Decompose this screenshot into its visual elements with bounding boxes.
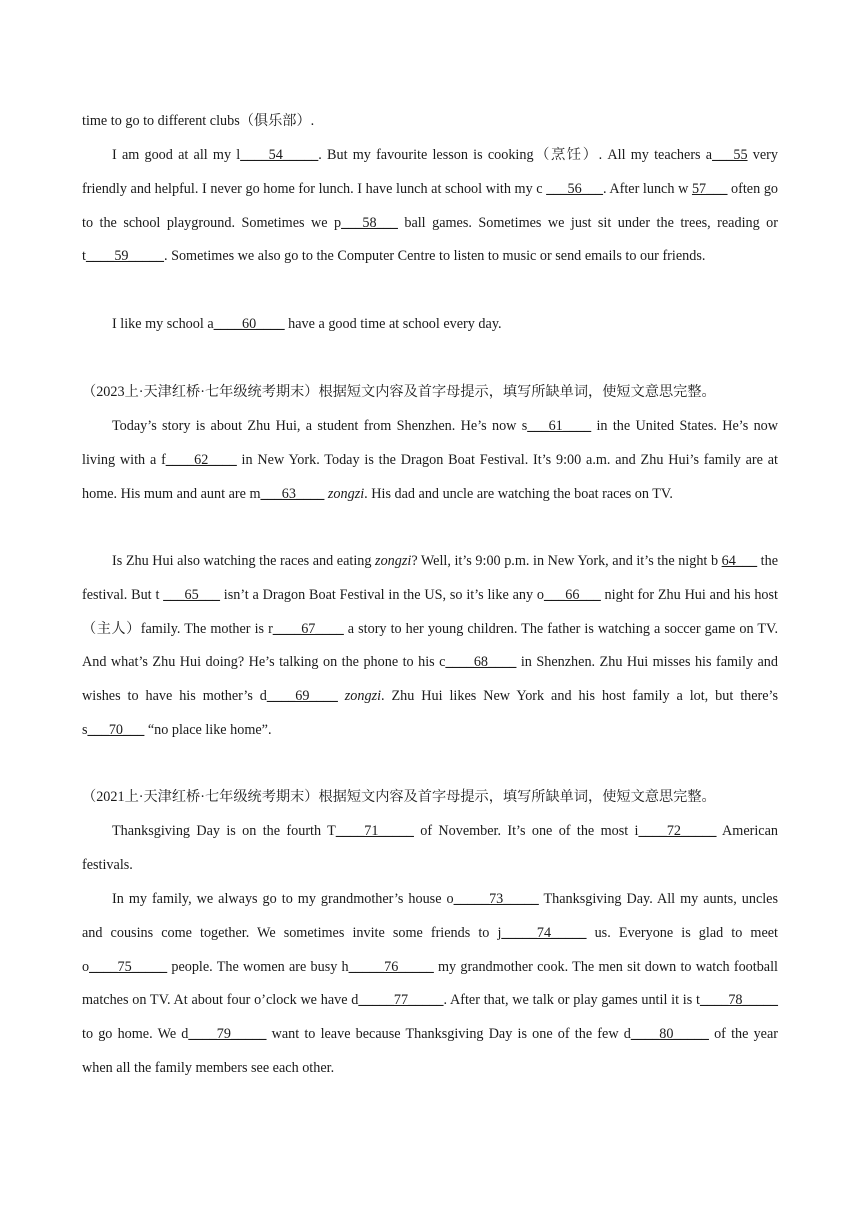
text-run: my grandmother cook. The men sit down to watch football matches on TV. At about four o’clock we have d [82,958,778,1009]
blank-75[interactable]: ____75_____ [89,958,168,975]
text-run: “no place like home”. [144,721,272,738]
text-run: . After lunch w [602,180,692,197]
italic-term: zongzi [375,553,412,569]
paragraph-zhu-hui-story [82,410,778,511]
text-run: of the year when all the family members see each other. [82,1026,778,1076]
blank-64[interactable]: 64___ [721,553,758,569]
text-run: . After that, we talk or play games until it is t [443,992,700,1009]
blank-73[interactable]: _____73_____ [453,891,539,907]
text-run: us. Everyone is glad to meet o [82,924,778,975]
text-run: people. The women are busy h [167,958,349,975]
text-run: Thanksgiving Day. All my aunts, uncles and cousins come together. We sometimes invite some friends to j [82,891,778,941]
blank-79[interactable]: ____79_____ [188,1026,267,1043]
blank-69[interactable]: ____69____ [266,688,338,705]
text-run: In my family, we always go to my grandmother’s house o [112,891,454,907]
text-run: ball games. Sometimes we just sit under the trees, reading or t [82,214,778,265]
text-run: American festivals. [82,823,778,873]
blank-77[interactable]: _____77_____ [358,992,444,1009]
section-header-2023: （2023上·天津红桥·七年级统考期末）根据短文内容及首字母提示，填写所缺单词，使短文意思完整。 [82,384,716,400]
text-run: isn’t a Dragon Boat Festival in the US, so it’s like any o [219,586,544,603]
text-run: Is Zhu Hui also watching the races and eating [112,553,376,569]
blank-62[interactable]: ____62____ [165,451,237,468]
blank-78[interactable]: ____78_____ [699,992,778,1009]
text-run: . But my favourite lesson is cooking（烹饪）. All my teachers a [318,147,713,163]
paragraph-thanksgiving-intro [82,815,778,883]
italic-term: zongzi [344,688,382,705]
text-run: often go to the school playground. Sometimes we p [82,180,779,231]
blank-71[interactable]: ____71_____ [335,823,414,839]
paragraph-zhu-hui-night [82,545,778,748]
paragraph-thanksgiving-family [82,883,778,1086]
blank-63[interactable]: ___63____ [260,485,325,502]
blank-65[interactable]: ___65___ [163,586,220,603]
text-run: have a good time at school every day. [284,316,502,332]
text-run: . Sometimes we also go to the Computer Centre to listen to music or send emails to our friends. [163,248,706,265]
blank-58[interactable]: ___58___ [341,214,398,231]
text-run: the festival. But t [82,553,778,603]
paragraph-school-life [82,139,778,274]
text-run: in Shenzhen. Zhu Hui misses his family and wishes to have his mother’s d [82,654,778,705]
blank-72[interactable]: ____72_____ [638,823,717,839]
text-run: Today’s story is about Zhu Hui, a student from Shenzhen. He’s now s [112,418,528,434]
italic-term: zongzi [327,485,365,502]
section-header-2021: （2021上·天津红桥·七年级统考期末）根据短文内容及首字母提示，填写所缺单词，使短文意思完整。 [82,789,716,805]
text-run: of November. It’s one of the most i [413,823,639,839]
blank-68[interactable]: ____68____ [445,654,517,671]
text-run: very friendly and helpful. I never go home for lunch. I have lunch at school with my c [82,147,778,197]
text-run: Thanksgiving Day is on the fourth T [112,823,336,839]
blank-55[interactable]: ___55 [712,147,748,163]
paragraph-clubs-line [82,105,778,139]
blank-60[interactable]: ____60____ [213,316,285,332]
blank-57[interactable]: 57___ [691,180,728,197]
blank-61[interactable]: ___61____ [527,418,592,434]
text-run: in the United States. He’s now living with a f [82,418,779,468]
text-run: I am good at all my l [112,147,241,163]
blank-67[interactable]: ____67____ [272,620,344,637]
blank-66[interactable]: ___66___ [543,586,601,603]
text-run: want to leave because Thanksgiving Day is one of the few d [266,1026,631,1043]
blank-80[interactable]: ____80_____ [630,1026,709,1043]
text-run: night for Zhu Hui and his host（主人）family. The mother is r [82,586,778,637]
text-run [338,688,345,704]
blank-56[interactable]: ___56___ [546,180,603,197]
text-run: a story to her young children. The father is watching a soccer game on TV. And what’s Zhu Hui doing? He’s talking on the phone to his c [82,620,778,671]
blank-70[interactable]: ___70___ [87,721,145,738]
blank-59[interactable]: ____59_____ [85,248,164,265]
text-run: in New York. Today is the Dragon Boat Festival. It’s 9:00 a.m. and Zhu Hui’s family are at home. His mum and aunt are m [82,451,778,502]
text-run: to go home. We d [82,1026,189,1043]
text-run: . Zhu Hui likes New York and his host family a lot, but there’s s [82,688,779,738]
blank-76[interactable]: _____76_____ [348,958,434,975]
text-run: time to go to different clubs（俱乐部）. [82,113,315,129]
blank-74[interactable]: _____74_____ [501,924,587,941]
text-run: . His dad and uncle are watching the boat races on TV. [364,485,673,502]
text-run: I like my school a [112,316,214,332]
paragraph-like-school [82,308,778,342]
blank-54[interactable]: ____54_____ [240,147,319,163]
text-run: ? Well, it’s 9:00 p.m. in New York, and it’s the night b [411,553,722,569]
